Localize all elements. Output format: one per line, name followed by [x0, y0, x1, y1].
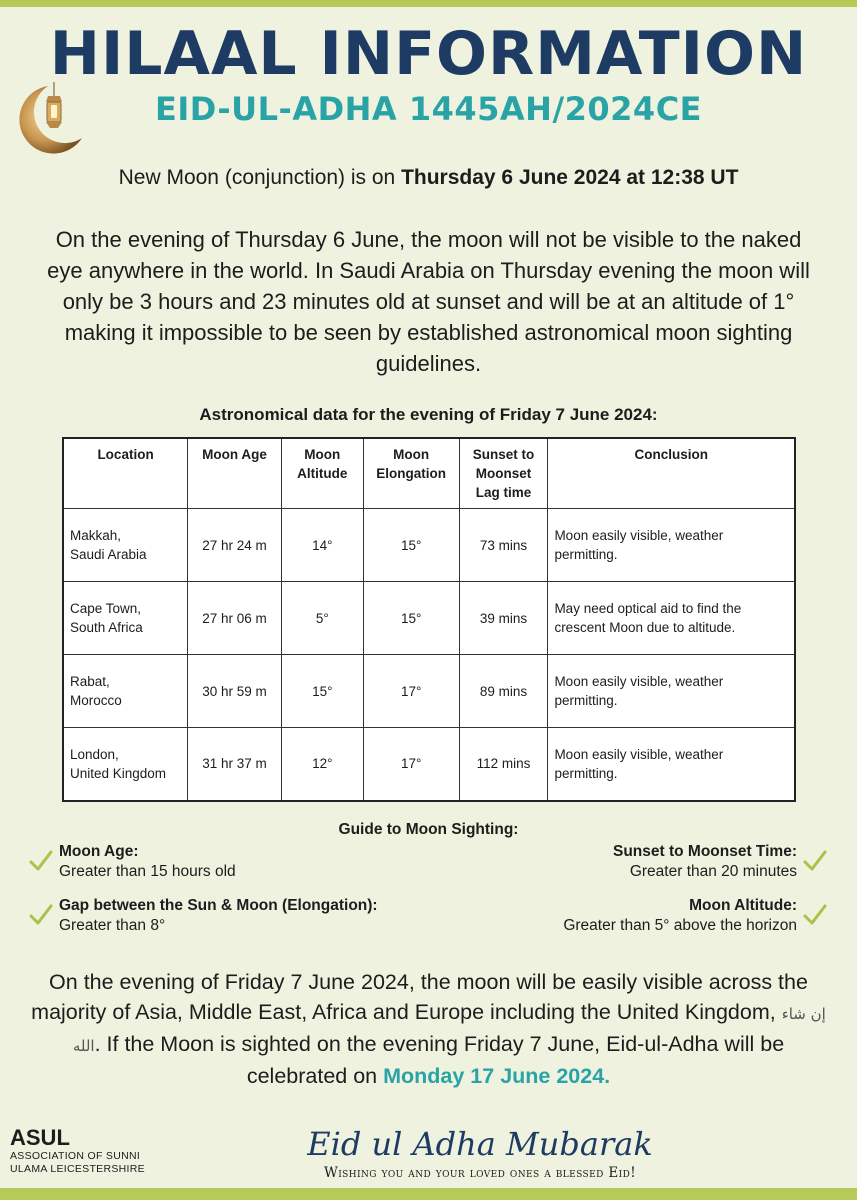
bottom-accent-bar — [0, 1188, 857, 1200]
cell-location: London, United Kingdom — [63, 728, 188, 801]
cell-altitude: 12° — [281, 728, 363, 801]
eid-date-highlight: Monday 17 June 2024. — [383, 1064, 611, 1088]
cell-altitude: 5° — [281, 582, 363, 655]
header-moon-elongation: Moon Elongation — [363, 438, 459, 509]
header-lag-time: Sunset to Moonset Lag time — [459, 438, 548, 509]
cell-lag: 39 mins — [459, 582, 548, 655]
cell-lag: 73 mins — [459, 509, 548, 582]
guide-elongation-label: Gap between the Sun & Moon (Elongation): — [59, 897, 378, 914]
guide-moon-age-label: Moon Age: — [59, 843, 139, 860]
header-conclusion: Conclusion — [548, 438, 795, 509]
guide-elongation — [59, 896, 378, 936]
new-moon-prefix: New Moon (conjunction) is on — [118, 166, 402, 189]
table-title: Astronomical data for the evening of Friday 7 June 2024: — [199, 405, 658, 424]
table-row — [63, 655, 795, 728]
cell-location: Makkah, Saudi Arabia — [63, 509, 188, 582]
guide-lag-time-label: Sunset to Moonset Time: — [612, 843, 797, 860]
cell-age: 27 hr 06 m — [188, 582, 282, 655]
new-moon-line — [0, 164, 857, 192]
cell-age: 27 hr 24 m — [188, 509, 282, 582]
cell-lag: 89 mins — [459, 655, 548, 728]
cell-elongation: 17° — [363, 728, 459, 801]
guide-elongation-value: Greater than 8° — [59, 917, 166, 934]
cell-lag: 112 mins — [459, 728, 548, 801]
organization-logo — [10, 1126, 200, 1176]
check-icon — [802, 848, 828, 874]
cell-location: Rabat, Morocco — [63, 655, 188, 728]
table-row — [63, 728, 795, 801]
table-header-row — [63, 438, 795, 509]
astronomical-data-table — [62, 437, 796, 802]
org-line-2: ULAMA LEICESTERSHIRE — [10, 1163, 145, 1175]
check-icon — [802, 902, 828, 928]
guide-altitude — [563, 896, 797, 936]
guide-moon-age — [59, 842, 236, 882]
page-subtitle: EID-UL-ADHA 1445AH/2024CE — [154, 90, 703, 128]
cell-age: 30 hr 59 m — [188, 655, 282, 728]
guide-lag-time — [613, 842, 797, 882]
conclusion-text-2: . If the Moon is sighted on the evening Friday 7 June, Eid-ul-Adha will be celebrated on — [94, 1032, 785, 1088]
cell-conclusion: May need optical aid to find the crescent Moon due to altitude. — [548, 582, 795, 655]
wishing-line: Wishing you and your loved ones a blessed Eid! — [323, 1165, 637, 1181]
header-moon-age: Moon Age — [188, 438, 282, 509]
cell-conclusion: Moon easily visible, weather permitting. — [548, 728, 795, 801]
top-accent-bar — [0, 0, 857, 7]
cell-elongation: 15° — [363, 509, 459, 582]
conclusion-text-1: On the evening of Friday 7 June 2024, the moon will be easily visible across the majority of Asia, Middle East, Africa and Europe including the United Kingdom, — [31, 970, 808, 1024]
guide-altitude-value: Greater than 5° above the horizon — [563, 917, 797, 934]
cell-altitude: 14° — [281, 509, 363, 582]
cell-conclusion: Moon easily visible, weather permitting. — [548, 509, 795, 582]
cell-age: 31 hr 37 m — [188, 728, 282, 801]
conclusion-arabic: إن شاء الله — [72, 1005, 826, 1055]
check-icon — [28, 848, 54, 874]
guide-altitude-label: Moon Altitude: — [689, 897, 797, 914]
new-moon-date: Thursday 6 June 2024 at 12:38 UT — [401, 166, 739, 189]
cell-conclusion: Moon easily visible, weather permitting. — [548, 655, 795, 728]
org-short-name: ASUL — [10, 1125, 70, 1150]
org-line-1: ASSOCIATION OF SUNNI — [10, 1150, 141, 1162]
eid-greeting: Eid ul Adha Mubarak — [307, 1125, 653, 1163]
header-location: Location — [63, 438, 188, 509]
guide-title: Guide to Moon Sighting: — [338, 821, 519, 838]
cell-altitude: 15° — [281, 655, 363, 728]
guide-lag-time-value: Greater than 20 minutes — [629, 863, 797, 880]
intro-paragraph: On the evening of Thursday 6 June, the moon will not be visible to the naked eye anywhere in the world. In Saudi Arabia on Thursday evening the moon will only be 3 hours and 23 minutes old at sunset and will be at an altitude of 1° making it impossible to be seen by established astronomical moon sighting guidelines. — [47, 227, 810, 376]
check-icon — [28, 902, 54, 928]
header-moon-altitude: Moon Altitude — [281, 438, 363, 509]
guide-moon-age-value: Greater than 15 hours old — [59, 863, 236, 880]
table-row — [63, 582, 795, 655]
conclusion-paragraph — [28, 967, 829, 1091]
cell-elongation: 17° — [363, 655, 459, 728]
table-row — [63, 509, 795, 582]
cell-location: Cape Town, South Africa — [63, 582, 188, 655]
page-title: HILAAL INFORMATION — [49, 19, 808, 89]
cell-elongation: 15° — [363, 582, 459, 655]
